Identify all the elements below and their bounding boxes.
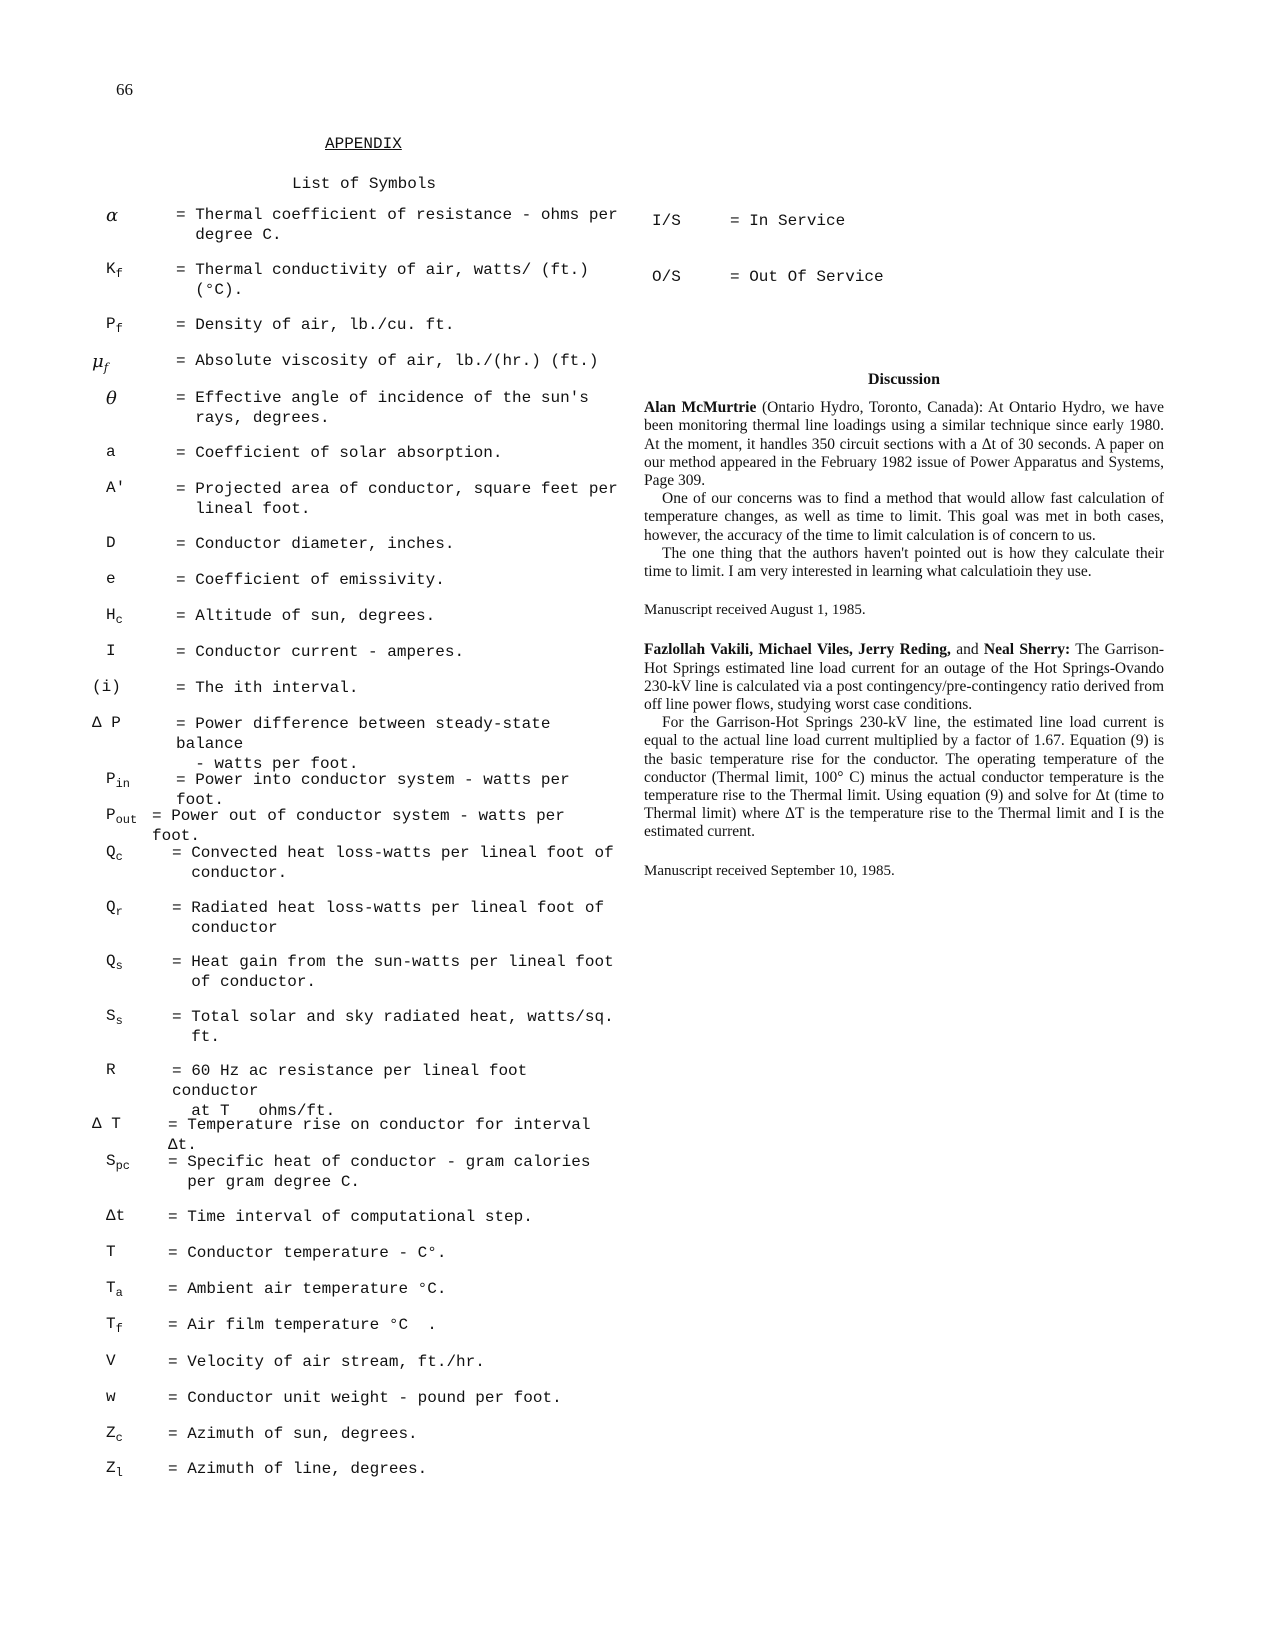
symbol-main: α xyxy=(106,205,119,226)
symbol-glyph xyxy=(106,1424,123,1445)
appendix-heading: APPENDIX xyxy=(325,135,402,153)
symbol-main: R xyxy=(106,1061,116,1079)
symbol-definition: = Total solar and sky radiated heat, watts/sq. ft. xyxy=(172,1008,614,1046)
symbol-glyph xyxy=(106,388,117,409)
symbol-glyph xyxy=(106,315,123,336)
status-definition-in-service: = In Service xyxy=(730,212,846,230)
symbol-subscript: c xyxy=(115,613,123,628)
symbol-definition: = Azimuth of line, degrees. xyxy=(168,1460,428,1478)
symbol-glyph xyxy=(106,770,130,791)
symbol-main: Z xyxy=(106,1459,116,1477)
symbol-main: Q xyxy=(106,898,116,916)
symbol-definition: = Thermal conductivity of air, watts/ (ft.) (°C). xyxy=(176,261,589,299)
symbol-definition: = Air film temperature °C . xyxy=(168,1316,437,1334)
symbol-definition: = Absolute viscosity of air, lb./(hr.) (ft.) xyxy=(176,352,599,370)
symbol-glyph xyxy=(106,898,123,919)
symbol-glyph xyxy=(92,351,108,375)
symbol-glyph xyxy=(92,1115,121,1133)
symbol-main: w xyxy=(106,1388,116,1406)
symbol-definition: = Coefficient of solar absorption. xyxy=(176,444,503,462)
symbol-subscript: f xyxy=(115,267,123,282)
symbol-glyph xyxy=(106,1061,116,1079)
symbol-definition: = Azimuth of sun, degrees. xyxy=(168,1425,418,1443)
symbol-definition: = Coefficient of emissivity. xyxy=(176,571,445,589)
symbol-definition: = 60 Hz ac resistance per lineal foot conductor at T ohms/ft. xyxy=(172,1062,528,1120)
symbol-glyph xyxy=(106,1315,123,1336)
symbol-main: Q xyxy=(106,843,116,861)
symbol-glyph xyxy=(92,678,121,696)
symbol-glyph xyxy=(106,479,125,497)
symbol-main: P xyxy=(106,806,116,824)
status-code-in-service: I/S xyxy=(652,212,681,230)
page-number: 66 xyxy=(116,80,133,99)
symbol-glyph xyxy=(106,260,123,281)
symbol-subscript: l xyxy=(115,1466,123,1481)
discussion-paragraph: The one thing that the authors haven't pointed out is how they calculate their time to limit. I am very interested in learning what calculatioin they use. xyxy=(644,544,1164,581)
symbol-definition: = Density of air, lb./cu. ft. xyxy=(176,316,455,334)
symbol-definition: = Power difference between steady-state balance - watts per foot. xyxy=(176,715,551,773)
discussion-paragraph xyxy=(644,399,1164,490)
symbol-subscript: c xyxy=(115,850,123,865)
symbol-subscript: s xyxy=(115,1014,123,1029)
symbol-list xyxy=(0,0,620,1651)
symbol-definition: = Effective angle of incidence of the sun's rays, degrees. xyxy=(176,389,589,427)
symbol-glyph xyxy=(106,1007,123,1028)
discussion-heading: Discussion xyxy=(867,371,941,388)
symbol-main: Δ T xyxy=(92,1115,121,1133)
symbol-main: Z xyxy=(106,1424,116,1442)
symbol-subscript: f xyxy=(103,360,109,375)
symbol-glyph xyxy=(106,570,116,588)
symbol-main: θ xyxy=(106,388,117,409)
author-joiner: and xyxy=(956,641,979,659)
symbol-definition: = Thermal coefficient of resistance - ohms per degree C. xyxy=(176,206,618,244)
symbol-subscript: s xyxy=(115,959,123,974)
discussant-name-last: Neal Sherry: xyxy=(983,641,1071,659)
discussant-name: Alan McMurtrie xyxy=(644,399,757,417)
symbol-main: P xyxy=(106,770,116,788)
symbol-main: T xyxy=(106,1315,116,1333)
symbol-main: K xyxy=(106,260,116,278)
symbol-main: A' xyxy=(106,479,126,497)
discussion-paragraph: For the Garrison-Hot Springs 230-kV line, the estimated line load current is equal to the actual line load current multiplied by a factor of 1.67. Equation (9) is the basic temperature rise for the conductor. The operating temperature of the conductor (Thermal limit, 100° C) minus the actual conductor temperature is the temperature rise to the Thermal limit. Using equation (9) and solve for Δt (time to Thermal limit) where ΔT is the temperature rise to the Thermal limit and I is the estimated current. xyxy=(644,714,1164,841)
symbol-main: (i) xyxy=(92,678,121,696)
symbol-main: e xyxy=(106,570,116,588)
symbol-subscript: c xyxy=(115,1431,123,1446)
symbol-main: P xyxy=(106,315,116,333)
status-definition-out-of-service: = Out Of Service xyxy=(730,268,884,286)
symbol-subscript: r xyxy=(115,905,123,920)
symbol-main: μ xyxy=(92,351,104,372)
symbol-glyph xyxy=(106,1352,116,1370)
symbol-definition: = Conductor current - amperes. xyxy=(176,643,465,661)
symbol-main: S xyxy=(106,1152,116,1170)
discussion-text: (Ontario Hydro, Toronto, Canada): At Ontario Hydro, we have been monitoring thermal line loadings using a similar technique since early 1980. At the moment, it handles 350 circuit sections with a Δt of 30 seconds. A paper on our method appeared in the February 1982 issue of Power Apparatus and Systems, Page 309. xyxy=(644,399,1164,490)
symbol-definition: = Heat gain from the sun-watts per lineal foot of conductor. xyxy=(172,953,614,991)
symbol-main: V xyxy=(106,1352,116,1370)
symbol-subscript: f xyxy=(115,322,123,337)
symbol-definition: = Conductor unit weight - pound per foot. xyxy=(168,1389,562,1407)
symbol-glyph xyxy=(106,806,137,827)
symbol-definition: = Ambient air temperature °C. xyxy=(168,1280,447,1298)
symbol-glyph xyxy=(106,534,116,552)
symbol-definition: = Specific heat of conductor - gram calories per gram degree C. xyxy=(168,1153,591,1191)
symbol-definition: = The ith interval. xyxy=(176,679,359,697)
symbol-definition: = Velocity of air stream, ft./hr. xyxy=(168,1353,485,1371)
symbol-glyph xyxy=(106,443,116,461)
symbol-subscript: in xyxy=(115,777,131,792)
symbol-main: Q xyxy=(106,952,116,970)
symbol-main: D xyxy=(106,534,116,552)
discussion-paragraph xyxy=(644,641,1164,714)
symbol-main: T xyxy=(106,1279,116,1297)
symbol-glyph xyxy=(106,952,123,973)
symbol-subscript: a xyxy=(115,1286,123,1301)
symbol-definition: = Time interval of computational step. xyxy=(168,1208,533,1226)
symbol-glyph xyxy=(106,642,116,660)
symbol-glyph xyxy=(106,606,123,627)
discussion-paragraph: One of our concerns was to find a method that would allow fast calculation of temperature changes, as well as time to limit. This goal was met in both cases, however, the accuracy of the time to limit calculation is of concern to us. xyxy=(644,490,1164,544)
symbol-main: Δ P xyxy=(92,714,121,732)
symbol-main: a xyxy=(106,443,116,461)
symbol-main: H xyxy=(106,606,116,624)
discussant-names: Fazlollah Vakili, Michael Viles, Jerry Reding, xyxy=(644,641,951,659)
symbol-subscript: f xyxy=(115,1322,123,1337)
symbol-definition: = Radiated heat loss-watts per lineal foot of conductor xyxy=(172,899,605,937)
symbol-glyph xyxy=(106,1388,116,1406)
symbol-glyph xyxy=(106,1243,116,1261)
symbols-subheading: List of Symbols xyxy=(292,175,437,193)
manuscript-received-note: Manuscript received September 10, 1985. xyxy=(644,862,895,879)
symbol-definition: = Altitude of sun, degrees. xyxy=(176,607,436,625)
symbol-definition: = Convected heat loss-watts per lineal foot of conductor. xyxy=(172,844,614,882)
symbol-main: I xyxy=(106,642,116,660)
symbol-definition: = Temperature rise on conductor for interval Δt. xyxy=(168,1116,601,1154)
symbol-glyph xyxy=(106,1207,125,1225)
symbol-definition: = Power out of conductor system - watts per foot. xyxy=(152,807,575,845)
symbol-definition: = Conductor temperature - C°. xyxy=(168,1244,447,1262)
symbol-definition: = Conductor diameter, inches. xyxy=(176,535,455,553)
symbol-glyph xyxy=(106,205,118,226)
symbol-glyph xyxy=(106,843,123,864)
symbol-subscript: pc xyxy=(115,1159,131,1174)
symbol-glyph xyxy=(92,714,121,732)
symbol-glyph xyxy=(106,1279,123,1300)
symbol-glyph xyxy=(106,1152,130,1173)
discussion-text: The Garrison-Hot Springs estimated line load current for an outage of the Hot Springs-Ovando 230-kV line is calculated via a post contingency/pre-contingency ratio derived from off line power flows, studying worst case conditions. xyxy=(644,641,1165,714)
discussion-section xyxy=(644,371,1164,880)
manuscript-received-note: Manuscript received August 1, 1985. xyxy=(644,602,866,619)
symbol-subscript: out xyxy=(115,813,138,828)
symbol-main: Δt xyxy=(106,1207,126,1225)
symbol-glyph xyxy=(106,1459,123,1480)
status-code-out-of-service: O/S xyxy=(652,268,681,286)
symbol-definition: = Power into conductor system - watts per foot. xyxy=(176,771,580,809)
symbol-main: S xyxy=(106,1007,116,1025)
symbol-main: T xyxy=(106,1243,116,1261)
symbol-definition: = Projected area of conductor, square feet per lineal foot. xyxy=(176,480,618,518)
